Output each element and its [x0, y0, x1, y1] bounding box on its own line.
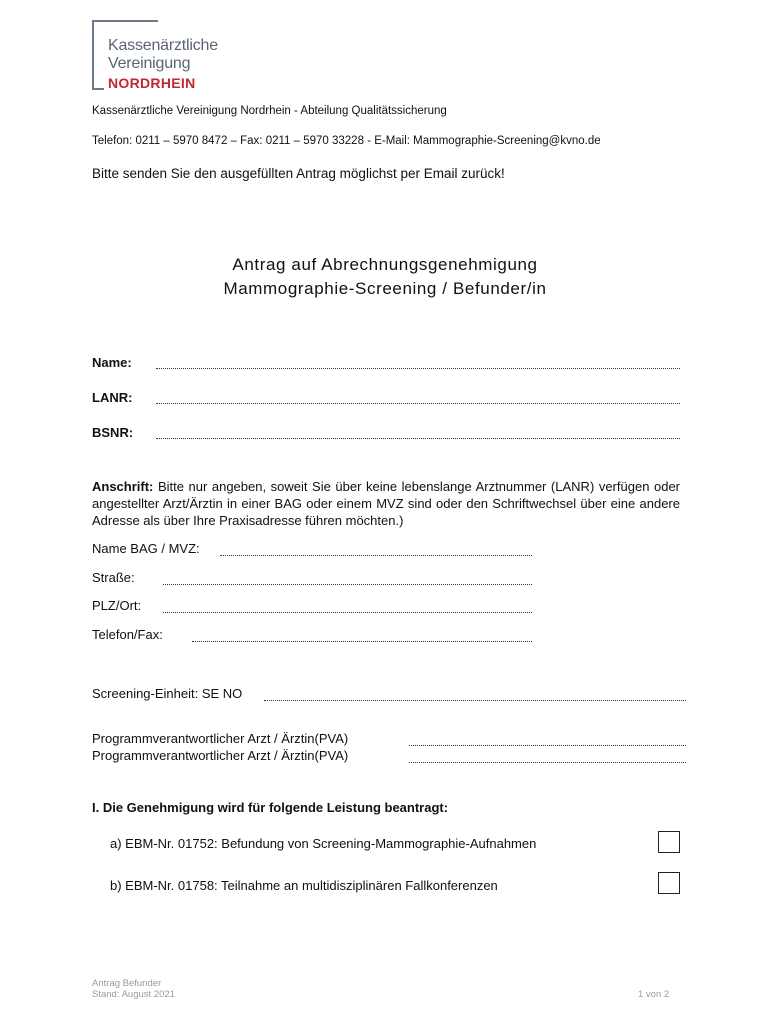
name-field[interactable] — [156, 368, 680, 369]
item-a-checkbox[interactable] — [658, 831, 680, 853]
address-label: Anschrift: — [92, 479, 154, 494]
item-a-label: a) EBM-Nr. 01752: Befundung von Screening-Mammographie-Aufnahmen — [110, 836, 537, 851]
logo-line-1: Kassenärztliche — [108, 37, 218, 54]
pva-label-2: Programmverantwortlicher Arzt / Ärztin(PVA) — [92, 748, 349, 763]
lanr-field[interactable] — [156, 403, 680, 404]
bsnr-label: BSNR: — [92, 425, 134, 440]
item-b-checkbox[interactable] — [658, 872, 680, 894]
send-notice: Bitte senden Sie den ausgefüllten Antrag möglichst per Email zurück! — [92, 166, 505, 181]
pva-label-1: Programmverantwortlicher Arzt / Ärztin(PVA) — [92, 731, 349, 746]
screening-unit-label: Screening-Einheit: SE NO — [92, 686, 243, 701]
lanr-label: LANR: — [92, 390, 133, 405]
pva-field-1[interactable] — [409, 745, 686, 746]
org-line: Kassenärztliche Vereinigung Nordrhein - Abteilung Qualitätssicherung — [92, 105, 447, 117]
section-1-heading: I. Die Genehmigung wird für folgende Leistung beantragt: — [92, 800, 449, 815]
bag-field[interactable] — [220, 555, 532, 556]
logo-bracket-bottom — [92, 88, 104, 90]
plz-label: PLZ/Ort: — [92, 598, 142, 613]
address-paragraph — [92, 478, 680, 529]
street-label: Straße: — [92, 570, 135, 585]
address-text: Bitte nur angeben, soweit Sie über keine lebenslange Arztnummer (LANR) verfügen oder angestellter Arzt/Ärztin in einer BAG oder einem MVZ sind oder den Schriftwechsel über eine andere Adresse als über Ihre Praxisadresse führen möchten.) — [92, 479, 680, 528]
logo-line-2: Vereinigung — [108, 55, 191, 72]
pva-field-2[interactable] — [409, 762, 686, 763]
footer-date: Stand: August 2021 — [92, 989, 175, 1000]
logo-bracket — [92, 20, 94, 90]
bag-label: Name BAG / MVZ: — [92, 541, 200, 556]
street-field[interactable] — [163, 584, 532, 585]
plz-field[interactable] — [163, 612, 532, 613]
item-b-label: b) EBM-Nr. 01758: Teilnahme an multidisziplinären Fallkonferenzen — [110, 878, 498, 893]
logo-line-3: NORDRHEIN — [108, 75, 196, 91]
title-line-1: Antrag auf Abrechnungsgenehmigung — [232, 255, 538, 274]
phone-label: Telefon/Fax: — [92, 627, 163, 642]
screening-unit-field[interactable] — [264, 700, 686, 701]
name-label: Name: — [92, 355, 132, 370]
logo-bracket-top — [92, 20, 158, 22]
footer-doc-name: Antrag Befunder — [92, 978, 162, 989]
footer-page-number: 1 von 2 — [638, 989, 670, 1000]
phone-field[interactable] — [192, 641, 532, 642]
contact-line: Telefon: 0211 – 5970 8472 – Fax: 0211 – 5970 33228 - E-Mail: Mammographie-Screening@kvno.de — [92, 135, 601, 147]
title-line-2: Mammographie-Screening / Befunder/in — [223, 279, 547, 298]
bsnr-field[interactable] — [156, 438, 680, 439]
